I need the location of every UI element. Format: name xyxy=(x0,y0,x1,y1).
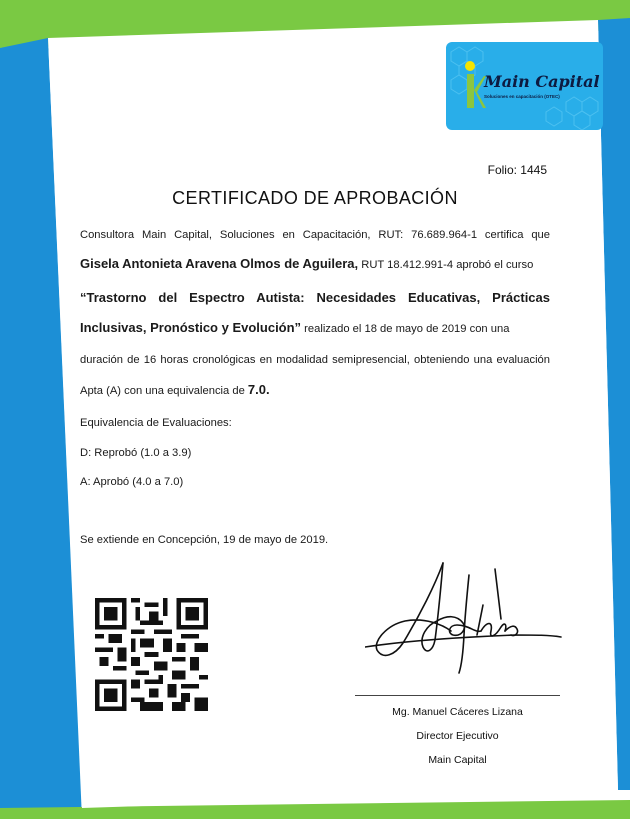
folio-number: Folio: 1445 xyxy=(487,163,547,177)
grade-value: 7.0. xyxy=(247,382,270,397)
logo-brand-name: Main Capital xyxy=(484,72,600,91)
course-duration: duración de 16 horas cronológicas en modalidad semipresencial, obteniendo una evaluación xyxy=(80,354,550,366)
handwritten-signature xyxy=(365,555,565,680)
recipient-name: Gisela Antonieta Aravena Olmos de Aguilera, xyxy=(80,256,359,271)
course-date: realizado el 18 de mayo de 2019 con una xyxy=(301,323,510,335)
main-capital-logo xyxy=(446,42,603,130)
grade-line xyxy=(80,383,270,398)
equivalence-pass: A: Aprobó (4.0 a 7.0) xyxy=(80,476,184,488)
certificate-title: CERTIFICADO DE APROBACIÓN xyxy=(172,188,458,208)
course-line2 xyxy=(80,321,550,336)
grade-label: Apta (A) con una equivalencia de xyxy=(80,385,248,397)
equivalence-heading: Equivalencia de Evaluaciones: xyxy=(80,417,232,429)
equivalence-fail: D: Reprobó (1.0 a 3.9) xyxy=(80,447,192,459)
signatory-org: Main Capital xyxy=(428,754,487,766)
course-title-line2: Inclusivas, Pronóstico y Evolución” xyxy=(80,320,302,335)
recipient-rut: RUT 18.412.991-4 aprobó el curso xyxy=(358,259,534,271)
issuer-statement: Consultora Main Capital, Soluciones en Capacitación, RUT: 76.689.964-1 certifica que xyxy=(80,229,550,241)
issue-place-date: Se extiende en Concepción, 19 de mayo de 2019. xyxy=(80,534,329,546)
signatory-role: Director Ejecutivo xyxy=(416,730,499,742)
course-title-line1: “Trastorno del Espectro Autista: Necesidades Educativas, Prácticas xyxy=(80,290,550,305)
verification-qr-code xyxy=(95,598,208,711)
signatory-name: Mg. Manuel Cáceres Lizana xyxy=(392,706,523,718)
signatory-block xyxy=(355,700,560,772)
person-k-logo-icon xyxy=(464,60,486,112)
recipient-line xyxy=(80,257,550,272)
logo-tagline: Soluciones en capacitación (OTEC) xyxy=(484,94,560,99)
signature-line xyxy=(355,695,560,696)
